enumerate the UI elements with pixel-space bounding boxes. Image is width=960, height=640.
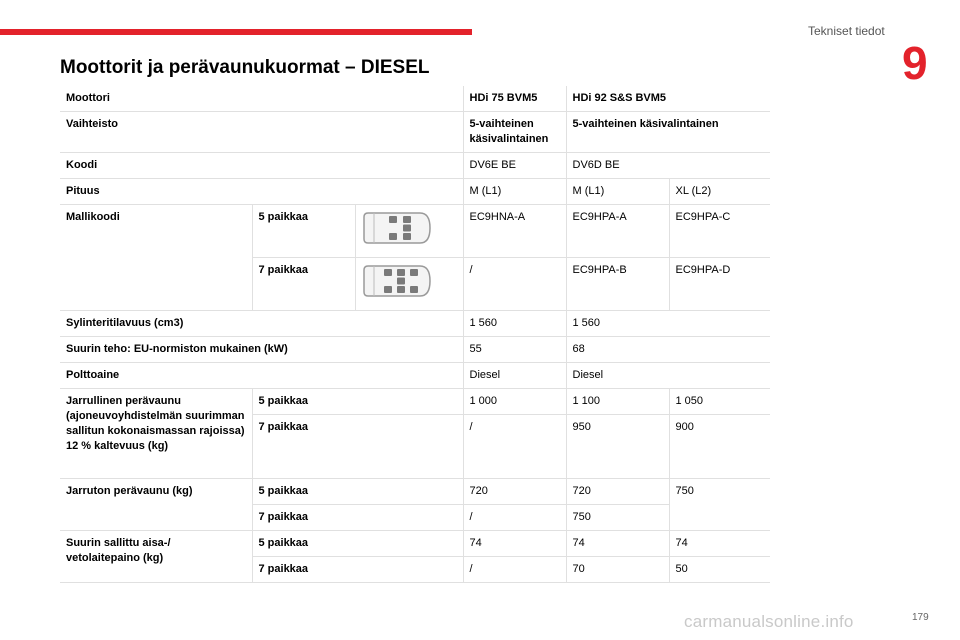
table-cell: M (L1)	[566, 179, 669, 205]
table-cell: 1 000	[463, 389, 566, 415]
row-label: Moottori	[60, 86, 463, 112]
table-cell: EC9HPA-D	[669, 258, 770, 311]
table-cell: 5-vaihteinen käsivalintainen	[566, 112, 770, 153]
table-row-vaihteisto	[60, 112, 770, 153]
engine-1-header: HDi 75 BVM5	[463, 86, 566, 112]
section-title: Tekniset tiedot	[808, 24, 885, 38]
seats-label: 5 paikkaa	[252, 389, 463, 415]
table-cell: 720	[463, 479, 566, 505]
row-label: Jarrullinen perävaunu (ajoneuvoyhdistelmän suurimman sallitun kokonaismassan rajoissa) 12 % kaltevuus (kg)	[60, 389, 252, 479]
table-row-jarruton-5	[60, 479, 770, 505]
van-icon-cell	[355, 205, 463, 258]
table-cell: EC9HNA-A	[463, 205, 566, 258]
seats-label: 7 paikkaa	[252, 258, 355, 311]
table-cell: 750	[566, 505, 669, 531]
page-heading: Moottorit ja perävaunukuormat – DIESEL	[60, 57, 430, 78]
table-row-polttoaine	[60, 363, 770, 389]
table-cell: 74	[566, 531, 669, 557]
table-cell: Diesel	[463, 363, 566, 389]
row-label: Jarruton perävaunu (kg)	[60, 479, 252, 531]
table-cell: EC9HPA-C	[669, 205, 770, 258]
table-cell: 720	[566, 479, 669, 505]
table-cell: /	[463, 415, 566, 479]
seats-label: 7 paikkaa	[252, 557, 463, 583]
van-icon-cell	[355, 258, 463, 311]
seats-label: 5 paikkaa	[252, 531, 463, 557]
table-cell: XL (L2)	[669, 179, 770, 205]
table-cell: 1 050	[669, 389, 770, 415]
table-cell: 70	[566, 557, 669, 583]
table-cell: 5-vaihteinen käsivalintainen	[463, 112, 566, 153]
table-cell: /	[463, 505, 566, 531]
table-cell: 900	[669, 415, 770, 479]
seats-label: 7 paikkaa	[252, 415, 463, 479]
table-cell: 68	[566, 337, 770, 363]
row-label: Pituus	[60, 179, 463, 205]
table-cell: 1 100	[566, 389, 669, 415]
seven-seat-van-layout-icon	[362, 262, 432, 300]
chapter-number: 9	[902, 37, 928, 89]
row-label: Mallikoodi	[60, 205, 252, 311]
engine-spec-table	[60, 86, 770, 583]
table-cell: /	[463, 258, 566, 311]
table-cell: Diesel	[566, 363, 770, 389]
seats-label: 5 paikkaa	[252, 205, 355, 258]
row-label: Vaihteisto	[60, 112, 463, 153]
table-cell: 55	[463, 337, 566, 363]
row-label: Polttoaine	[60, 363, 463, 389]
row-label: Suurin teho: EU-normiston mukainen (kW)	[60, 337, 463, 363]
table-cell: EC9HPA-B	[566, 258, 669, 311]
table-row-pituus	[60, 179, 770, 205]
table-row-sylinteri	[60, 311, 770, 337]
table-cell: DV6D BE	[566, 153, 770, 179]
table-row-aisa-5	[60, 531, 770, 557]
table-cell: /	[463, 557, 566, 583]
table-cell: 74	[669, 531, 770, 557]
table-row-koodi	[60, 153, 770, 179]
engine-2-header: HDi 92 S&S BVM5	[566, 86, 770, 112]
row-label: Suurin sallittu aisa-/ vetolaitepaino (kg)	[60, 531, 252, 583]
page-number: 179	[912, 612, 929, 623]
five-seat-van-layout-icon	[362, 209, 432, 247]
table-row-teho	[60, 337, 770, 363]
table-cell: DV6E BE	[463, 153, 566, 179]
seats-label: 5 paikkaa	[252, 479, 463, 505]
table-cell: 50	[669, 557, 770, 583]
row-label: Koodi	[60, 153, 463, 179]
watermark-text: carmanualsonline.info	[684, 612, 854, 631]
table-row-moottori	[60, 86, 770, 112]
header-accent-bar	[0, 29, 472, 35]
table-cell: M (L1)	[463, 179, 566, 205]
table-cell: 1 560	[566, 311, 770, 337]
table-cell: 750	[669, 479, 770, 531]
table-cell: EC9HPA-A	[566, 205, 669, 258]
table-row-jarrullinen-5	[60, 389, 770, 415]
table-row-mallikoodi-5	[60, 205, 770, 258]
table-cell: 74	[463, 531, 566, 557]
seats-label: 7 paikkaa	[252, 505, 463, 531]
row-label: Sylinteritilavuus (cm3)	[60, 311, 463, 337]
table-cell: 950	[566, 415, 669, 479]
table-cell: 1 560	[463, 311, 566, 337]
